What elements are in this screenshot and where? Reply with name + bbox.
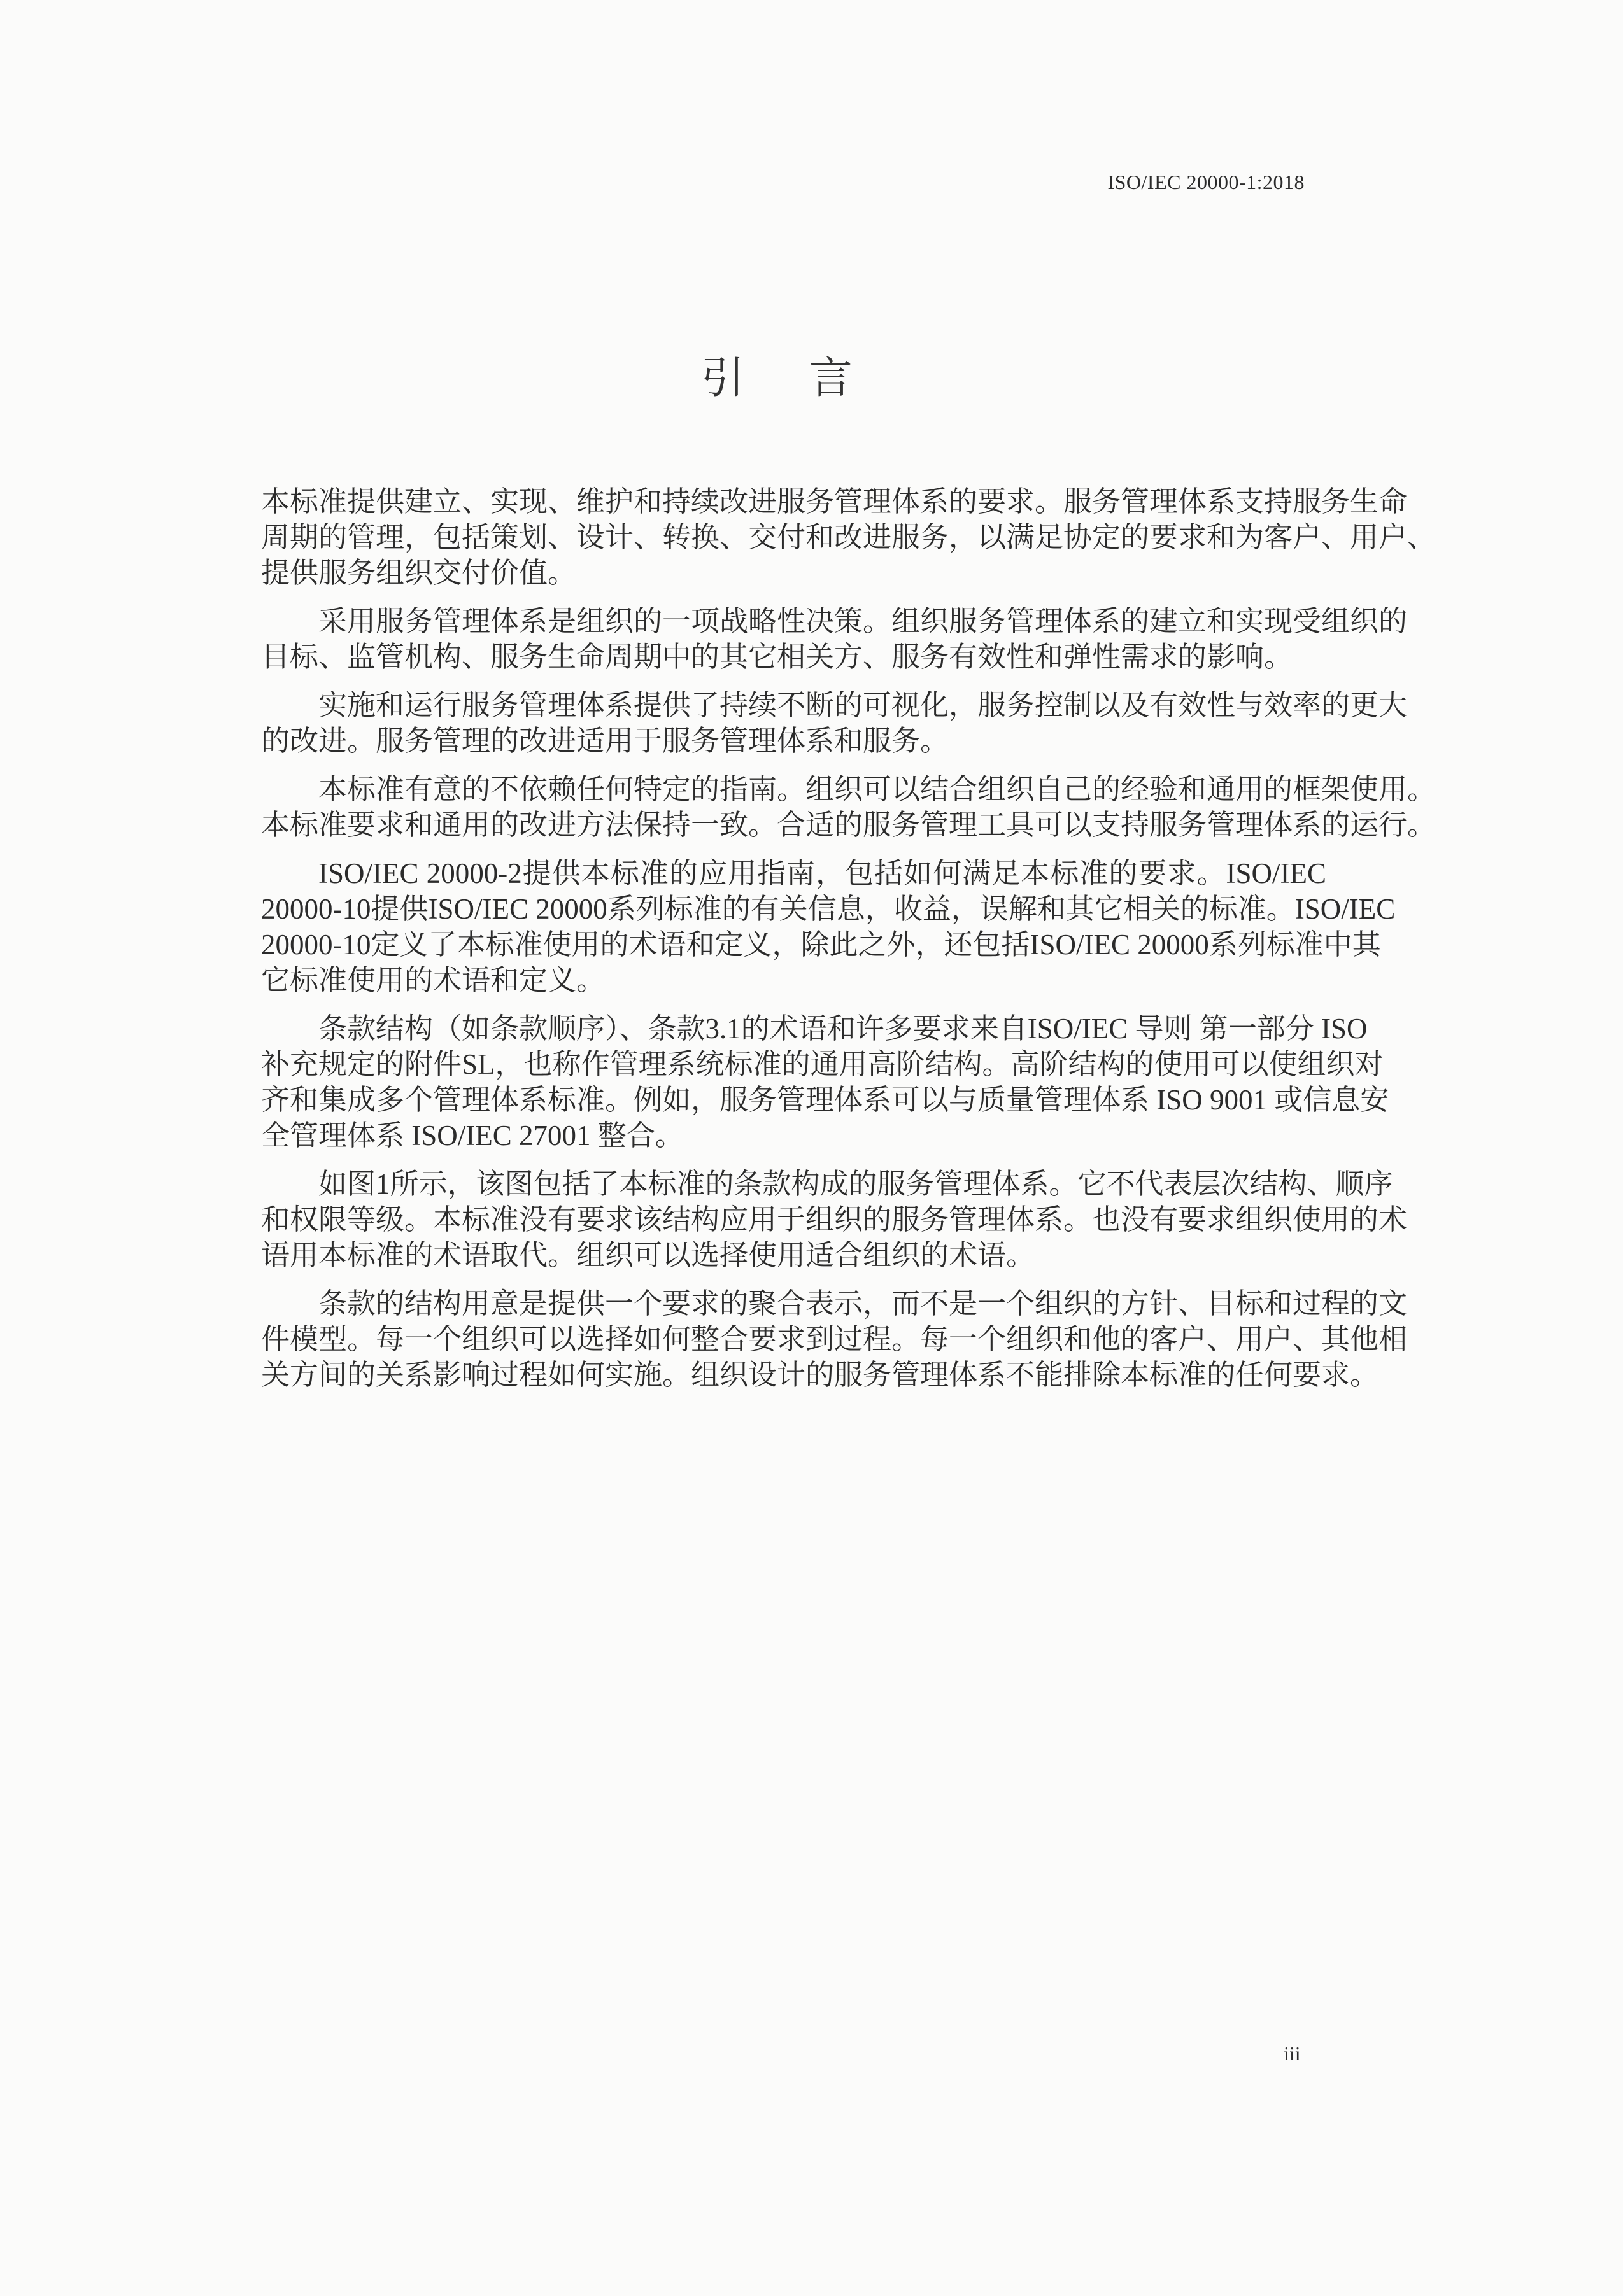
paragraph-line: 采用服务管理体系是组织的一项战略性决策。组织服务管理体系的建立和实现受组织的 [318, 605, 1408, 637]
introduction-body [261, 484, 1436, 1405]
paragraph [261, 687, 1408, 759]
paragraph-line: 本标准有意的不依赖任何特定的指南。组织可以结合组织自己的经验和通用的框架使用。 [318, 773, 1436, 805]
paragraph-line: 20000-10提供ISO/IEC 20000系列标准的有关信息，收益，误解和其它相关的标准。ISO/IEC [261, 893, 1396, 925]
paragraph-line: 它标准使用的术语和定义。 [261, 964, 606, 996]
paragraph [261, 1286, 1408, 1393]
paragraph-line: ISO/IEC 20000-2提供本标准的应用指南，包括如何满足本标准的要求。ISO/IEC [318, 857, 1326, 889]
paragraph-line: 20000-10定义了本标准使用的术语和定义，除此之外，还包括ISO/IEC 20000系列标准中其 [261, 929, 1381, 961]
paragraph-line: 关方间的关系影响过程如何实施。组织设计的服务管理体系不能排除本标准的任何要求。 [261, 1359, 1379, 1391]
paragraph [261, 484, 1436, 591]
paragraph-line: 周期的管理，包括策划、设计、转换、交付和改进服务，以满足协定的要求和为客户、用户、 [261, 521, 1436, 553]
paragraph-line: 的改进。服务管理的改进适用于服务管理体系和服务。 [261, 725, 949, 757]
paragraph-line: 件模型。每一个组织可以选择如何整合要求到过程。每一个组织和他的客户、用户、其他相 [261, 1323, 1408, 1355]
page-number: iii [1284, 2042, 1301, 2065]
paragraph-line: 补充规定的附件SL，也称作管理系统标准的通用高阶结构。高阶结构的使用可以使组织对 [261, 1048, 1384, 1080]
paragraph-line: 如图1所示，该图包括了本标准的条款构成的服务管理体系。它不代表层次结构、顺序 [318, 1168, 1393, 1200]
paragraph-line: 条款的结构用意是提供一个要求的聚合表示，而不是一个组织的方针、目标和过程的文 [318, 1288, 1408, 1320]
paragraph [261, 603, 1408, 675]
paragraph-line: 条款结构（如条款顺序）、条款3.1的术语和许多要求来自ISO/IEC 导则 第一部分 ISO [318, 1013, 1368, 1045]
document-id-header: ISO/IEC 20000-1:2018 [1107, 171, 1305, 194]
paragraph-line: 实施和运行服务管理体系提供了持续不断的可视化，服务控制以及有效性与效率的更大 [318, 689, 1408, 721]
paragraph-line: 全管理体系 ISO/IEC 27001 整合。 [261, 1120, 684, 1152]
paragraph-line: 语用本标准的术语取代。组织可以选择使用适合组织的术语。 [261, 1239, 1035, 1271]
paragraph-line: 目标、监管机构、服务生命周期中的其它相关方、服务有效性和弹性需求的影响。 [261, 641, 1293, 673]
section-title: 引 言 [701, 353, 878, 404]
paragraph [261, 856, 1396, 998]
paragraph-line: 本标准提供建立、实现、维护和持续改进服务管理体系的要求。服务管理体系支持服务生命 [261, 486, 1408, 518]
paragraph [261, 1011, 1389, 1153]
paragraph-line: 齐和集成多个管理体系标准。例如，服务管理体系可以与质量管理体系 ISO 9001 或信息安 [261, 1084, 1389, 1116]
paragraph [261, 771, 1436, 843]
paragraph-line: 和权限等级。本标准没有要求该结构应用于组织的服务管理体系。也没有要求组织使用的术 [261, 1204, 1408, 1236]
paragraph-line: 提供服务组织交付价值。 [261, 557, 577, 589]
paragraph [261, 1166, 1408, 1273]
paragraph-line: 本标准要求和通用的改进方法保持一致。合适的服务管理工具可以支持服务管理体系的运行。 [261, 809, 1436, 841]
